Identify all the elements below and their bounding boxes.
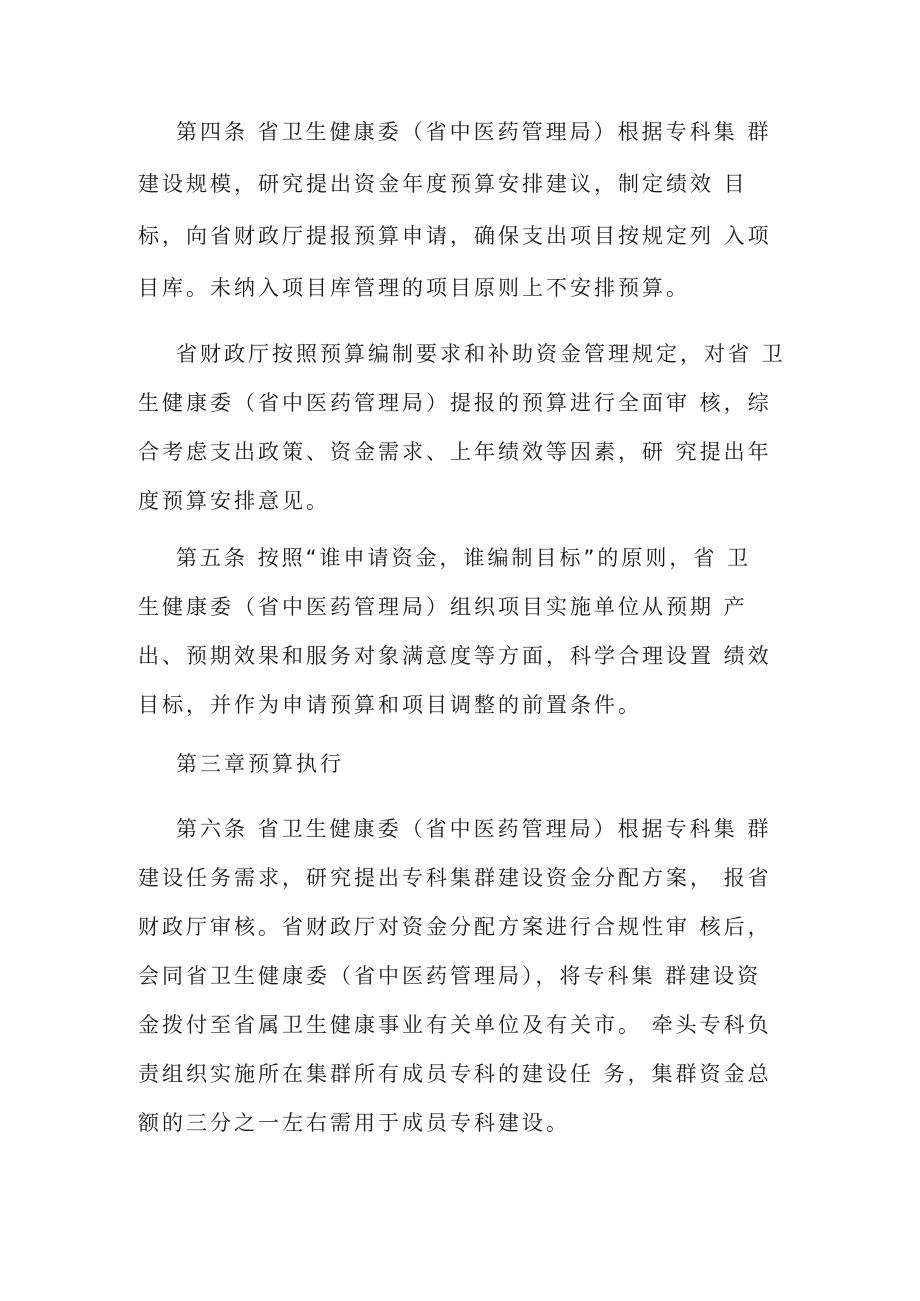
paragraph-3-line-3: 出、预期效果和服务对象满意度等方面，科学合理设置 绩效 xyxy=(138,644,772,668)
paragraph-5-line-1: 第六条 省卫生健康委（省中医药管理局）根据专科集 群 xyxy=(176,817,772,841)
paragraph-5-line-3: 财政厅审核。省财政厅对资金分配方案进行合规性审 核后， xyxy=(138,915,772,939)
paragraph-2-line-1: 省财政厅按照预算编制要求和补助资金管理规定，对省 卫 xyxy=(176,342,786,366)
paragraph-5-line-6: 责组织实施所在集群所有成员专科的建设任 务，集群资金总 xyxy=(138,1062,772,1086)
paragraph-1-line-1: 第四条 省卫生健康委（省中医药管理局）根据专科集 群 xyxy=(176,120,772,144)
paragraph-5-line-2: 建设任务需求，研究提出专科集群建设资金分配方案， 报省 xyxy=(138,866,772,890)
chapter-heading: 第三章预算执行 xyxy=(176,752,344,776)
paragraph-3-line-1: 第五条 按照“谁申请资金，谁编制目标”的原则，省 卫 xyxy=(176,546,752,570)
paragraph-5-line-4: 会同省卫生健康委（省中医药管理局），将专科集 群建设资 xyxy=(138,964,762,988)
paragraph-2-line-4: 度预算安排意见。 xyxy=(138,489,330,513)
paragraph-5-line-7: 额的三分之一左右需用于成员专科建设。 xyxy=(138,1111,570,1135)
paragraph-1-line-3: 标，向省财政厅提报预算申请，确保支出项目按规定列 入项 xyxy=(138,224,772,248)
paragraph-1-line-2: 建设规模，研究提出资金年度预算安排建议，制定绩效 目 xyxy=(138,172,748,196)
paragraph-5-line-5: 金拨付至省属卫生健康事业有关单位及有关市。 牵头专科负 xyxy=(138,1013,772,1037)
paragraph-2-line-2: 生健康委（省中医药管理局）提报的预算进行全面审 核，综 xyxy=(138,391,772,415)
paragraph-1-line-4: 目库。未纳入项目库管理的项目原则上不安排预算。 xyxy=(138,276,690,300)
paragraph-3-line-4: 目标，并作为申请预算和项目调整的前置条件。 xyxy=(138,693,642,717)
paragraph-2-line-3: 合考虑支出政策、资金需求、上年绩效等因素，研 究提出年 xyxy=(138,440,772,464)
paragraph-3-line-2: 生健康委（省中医药管理局）组织项目实施单位从预期 产 xyxy=(138,595,748,619)
